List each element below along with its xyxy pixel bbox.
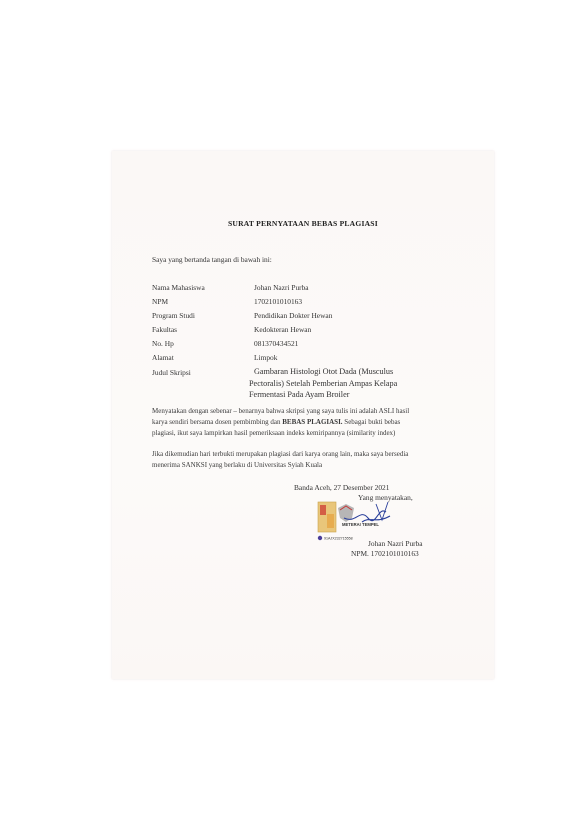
value-judul-line2: Pectoralis) Setelah Pemberian Ampas Kelapa xyxy=(249,379,398,388)
sanction-line2: menerima SANKSI yang berlaku di Universitas Syiah Kuala xyxy=(152,461,323,469)
document-title: SURAT PERNYATAAN BEBAS PLAGIASI xyxy=(228,219,378,228)
label-hp: No. Hp xyxy=(152,339,174,348)
label-npm: NPM xyxy=(152,297,169,306)
intro-text: Saya yang bertanda tangan di bawah ini: xyxy=(152,255,272,264)
declarer-label: Yang menyatakan, xyxy=(358,493,413,502)
stamp-orange-mark xyxy=(327,514,334,528)
value-nama: Johan Nazri Purba xyxy=(254,283,309,292)
stamp-red-mark xyxy=(320,505,326,515)
label-judul: Judul Skripsi xyxy=(152,368,191,377)
label-fakultas: Fakultas xyxy=(152,325,178,334)
sanction-line1: Jika dikemudian hari terbukti merupakan plagiasi dari karya orang lain, maka saya bersedia xyxy=(152,450,409,458)
statement-bold: BEBAS PLAGIASI. xyxy=(282,418,343,426)
statement-line1: Menyatakan dengan sebenar – benarnya bahwa skripsi yang saya tulis ini adalah ASLI hasil xyxy=(152,407,410,415)
place-date: Banda Aceh, 27 Desember 2021 xyxy=(294,483,390,492)
signer-name: Johan Nazri Purba xyxy=(368,539,423,548)
label-alamat: Alamat xyxy=(152,353,174,362)
signer-npm: NPM. 1702101010163 xyxy=(351,549,419,558)
label-nama: Nama Mahasiswa xyxy=(152,283,205,292)
statement-line2c: Sebagai bukti bebas xyxy=(342,418,401,426)
meterai-stamp-signature xyxy=(316,498,400,542)
statement-line3: plagiasi, ikut saya lampirkan hasil pemeriksaan indeks kemiripannya (similarity index) xyxy=(152,429,396,437)
value-judul-line1: Gambaran Histologi Otot Dada (Musculus xyxy=(254,367,394,376)
stamp-serial: 91AJX232715558 xyxy=(324,536,353,541)
stamp-label: METERAI TEMPEL xyxy=(342,522,379,527)
statement-line2 xyxy=(152,418,400,427)
value-fakultas: Kedokteran Hewan xyxy=(254,325,312,334)
stamp-seal-icon xyxy=(318,536,322,540)
value-judul-line3: Fermentasi Pada Ayam Broiler xyxy=(249,390,350,399)
value-prodi: Pendidikan Dokter Hewan xyxy=(254,311,333,320)
value-alamat: Limpok xyxy=(254,353,278,362)
value-hp: 081370434521 xyxy=(254,339,299,348)
label-prodi: Program Studi xyxy=(152,311,195,320)
statement-line2a: karya sendiri bersama dosen pembimbing dan xyxy=(152,418,283,426)
value-npm: 1702101010163 xyxy=(254,297,303,306)
